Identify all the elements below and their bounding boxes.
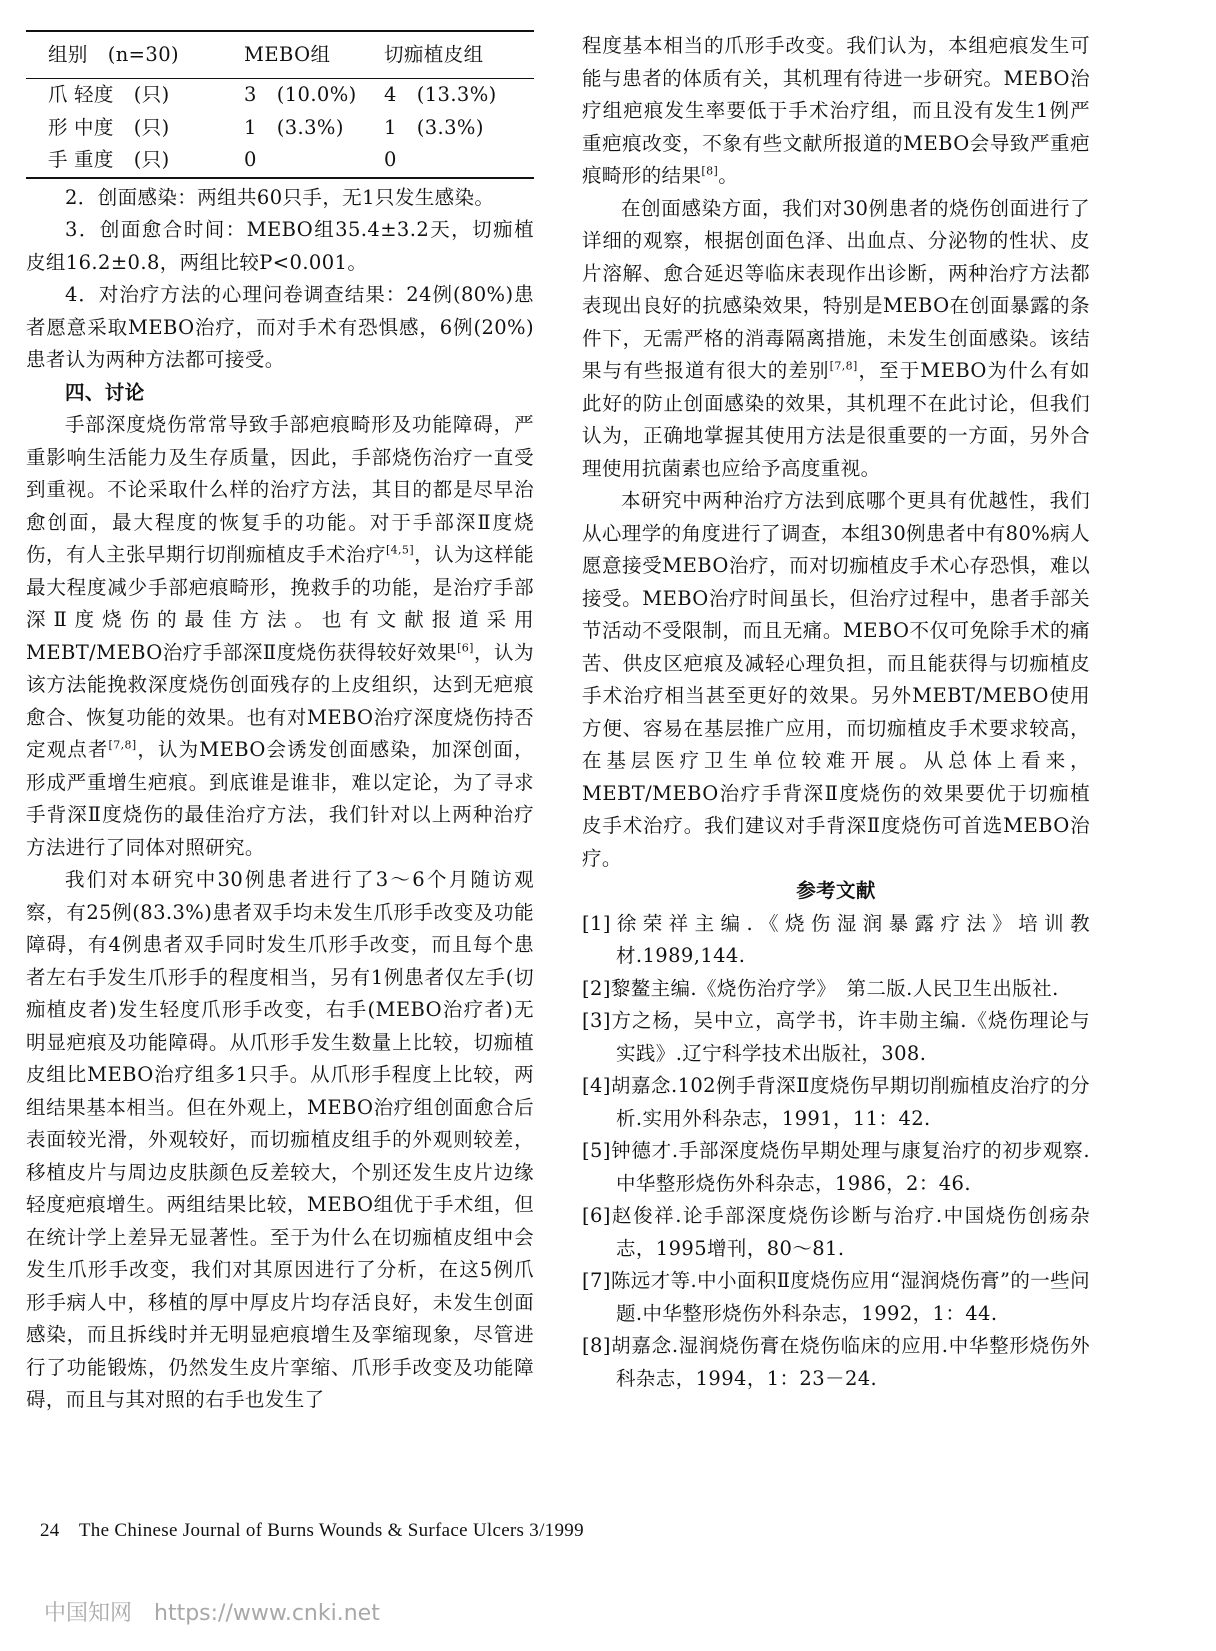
reference-item: [2]黎鳌主编.《烧伤治疗学》 第二版.人民卫生出版社. (582, 976, 1059, 1000)
result-survey-paragraph: 4．对治疗方法的心理问卷调查结果：24例(80%)患者愿意采取MEBO治疗，而对手术有恐惧感，6例(20%)患者认为两种方法都可接受。 (26, 283, 534, 371)
table-cell-severity: 重度 (只) (74, 144, 244, 178)
reference-item: [3]方之杨，吴中立，高学书，许丰勋主编.《烧伤理论与实践》.辽宁科学技术出版社，308. (582, 1009, 1090, 1065)
page-footer: 24 The Chinese Journal of Burns Wounds & Surface Ulcers 3/1999 (40, 1520, 584, 1541)
references-heading: 参考文献 (796, 879, 876, 902)
table-cell-mebo: 1 (3.3%) (244, 115, 344, 139)
reference-item: [8]胡嘉念.湿润烧伤膏在烧伤临床的应用.中华整形烧伤外科杂志，1994，1：23－24. (582, 1334, 1090, 1390)
cnki-watermark (44, 1596, 380, 1627)
reference-item: [5]钟德才.手部深度烧伤早期处理与康复治疗的初步观察.中华整形烧伤外科杂志，1986，2：46. (582, 1139, 1090, 1195)
citation: [4,5] (385, 543, 415, 557)
table-header-mebo: MEBO组 (244, 31, 384, 79)
watermark-logo-text: 中国知网 (44, 1601, 133, 1626)
right-column (582, 30, 1090, 1395)
discussion-paragraph-1: 手部深度烧伤常常导致手部疤痕畸形及功能障碍，严重影响生活能力及生存质量，因此，手部烧伤治疗一直受到重视。不论采取什么样的治疗方法，其目的都是尽早治愈创面，最大程度的恢复手的功能。对于手部深Ⅱ度烧伤，有人主张早期行切削痂植皮手术治疗[4,5]，认为这样能最大程度减少手部疤痕畸形，挽救手的功能，是治疗手部深Ⅱ度烧伤的最佳方法。也有文献报道采用MEBT/MEBO治疗手部深Ⅱ度烧伤获得较好效果[6]，认为该方法能挽救深度烧伤创面残存的上皮组织，达到无疤痕愈合、恢复功能的效果。也有对MEBO治疗深度烧伤持否定观点者[7,8]，认为MEBO会诱发创面感染，加深创面，形成严重增生疤痕。到底谁是谁非，难以定论，为了寻求手背深Ⅱ度烧伤的最佳治疗方法，我们针对以上两种治疗方法进行了同体对照研究。 (26, 413, 534, 859)
table-row (26, 112, 534, 145)
table-row (26, 79, 534, 112)
left-column (26, 30, 534, 1417)
results-table (26, 30, 534, 179)
table-header-row (26, 31, 534, 79)
table-cell-mebo: 3 (10.0%) (244, 83, 357, 106)
table-cell-surgery: 1 (3.3%) (384, 115, 484, 139)
table-cell-severity: 轻度 (只) (74, 83, 170, 106)
table-cell-mebo: 0 (244, 144, 384, 178)
table-cell-surgery: 0 (384, 144, 534, 178)
reference-item: [6]赵俊祥.论手部深度烧伤诊断与治疗.中国烧伤创疡杂志，1995增刊，80～81. (582, 1204, 1090, 1260)
reference-item: [1]徐荣祥主编.《烧伤湿润暴露疗法》培训教材.1989,144. (582, 911, 1090, 967)
table-row (26, 144, 534, 178)
watermark-url: https://www.cnki.net (154, 1601, 380, 1626)
section-heading-discussion: 四、讨论 (65, 380, 145, 404)
result-infection-paragraph: 2．创面感染：两组共60只手，无1只发生感染。 (65, 185, 495, 209)
table-header-surgery: 切痂植皮组 (384, 31, 534, 79)
citation: [6] (457, 641, 474, 654)
discussion-paragraph-infection: 在创面感染方面，我们对30例患者的烧伤创面进行了详细的观察，根据创面色泽、出血点、分泌物的性状、皮片溶解、愈合延迟等临床表现作出诊断，两种治疗方法都表现出良好的抗感染效果，特别是MEBO在创面暴露的条件下，无需严格的消毒隔离措施，未发生创面感染。该结果与有些报道有很大的差别[7,8]，至于MEBO为什么有如此好的防止创面感染的效果，其机理不在此讨论，但我们认为，正确地掌握其使用方法是很重要的一方面，另外合理使用抗菌素也应给予高度重视。 (582, 196, 1090, 480)
citation: [7,8] (829, 359, 858, 373)
table-header-group: 组别 (n=30) (26, 31, 244, 79)
citation: [7,8] (108, 738, 137, 752)
reference-item: [4]胡嘉念.102例手背深Ⅱ度烧伤早期切削痂植皮治疗的分析.实用外科杂志，1991，11：42. (582, 1074, 1090, 1130)
citation: [8] (701, 164, 719, 178)
discussion-paragraph-2: 我们对本研究中30例患者进行了3～6个月随访观察，有25例(83.3%)患者双手均未发生爪形手改变及功能障碍，有4例患者双手同时发生爪形手改变，而且每个患者左右手发生爪形手的程度相当，另有1例患者仅左手(切痂植皮者)发生轻度爪形手改变，右手(MEBO治疗者)无明显疤痕及功能障碍。从爪形手发生数量上比较，切痂植皮组比MEBO治疗组多1只手。从爪形手程度上比较，两组结果基本相当。但在外观上，MEBO治疗组创面愈合后表面较光滑，外观较好，而切痂植皮组手的外观则较差，移植皮片与周边皮肤颜色反差较大，个别还发生皮片边缘轻度疤痕增生。两组结果比较，MEBO组优于手术组，但在统计学上差异无显著性。至于为什么在切痂植皮组中会发生爪形手改变，我们对其原因进行了分析，在这5例爪形手病人中，移植的厚中厚皮片均存活良好，未发生创面感染，而且拆线时并无明显疤痕增生及挛缩现象，尽管进行了功能锻炼，仍然发生皮片挛缩、爪形手改变及功能障碍，而且与其对照的右手也发生了 (26, 868, 534, 1411)
table-cell-group: 手 (26, 144, 74, 178)
result-healing-paragraph: 3．创面愈合时间：MEBO组35.4±3.2天，切痂植皮组16.2±0.8，两组比较P<0.001。 (26, 218, 534, 274)
table-cell-severity: 中度 (只) (74, 115, 170, 139)
discussion-paragraph-conclusion: 本研究中两种治疗方法到底哪个更具有优越性，我们从心理学的角度进行了调查，本组30例患者中有80%病人愿意接受MEBO治疗，而对切痂植皮手术心存恐惧，难以接受。MEBO治疗时间虽长，但治疗过程中，患者手部关节活动不受限制，而且无痛。MEBO不仅可免除手术的痛苦、供皮区疤痕及减轻心理负担，而且能获得与切痂植皮手术治疗相当甚至更好的效果。另外MEBT/MEBO使用方便、容易在基层推广应用，而切痂植皮手术要求较高，在基层医疗卫生单位较难开展。从总体上看来，MEBT/MEBO治疗手背深Ⅱ度烧伤的效果要优于切痂植皮手术治疗。我们建议对手背深Ⅱ度烧伤可首选MEBO治疗。 (582, 489, 1090, 870)
table-cell-group: 爪 (48, 83, 68, 106)
table-cell-surgery: 4 (13.3%) (384, 83, 497, 106)
discussion-paragraph-continued: 程度基本相当的爪形手改变。我们认为，本组疤痕发生可能与患者的体质有关，其机理有待进一步研究。MEBO治疗组疤痕发生率要低于手术治疗组，而且没有发生1例严重疤痕改变，不象有些文献所报道的MEBO会导致严重疤痕畸形的结果[8]。 (582, 34, 1090, 187)
table-cell-group: 形 (48, 115, 68, 139)
reference-item: [7]陈远才等.中小面积Ⅱ度烧伤应用“湿润烧伤膏”的一些问题.中华整形烧伤外科杂志，1992，1：44. (582, 1269, 1090, 1325)
